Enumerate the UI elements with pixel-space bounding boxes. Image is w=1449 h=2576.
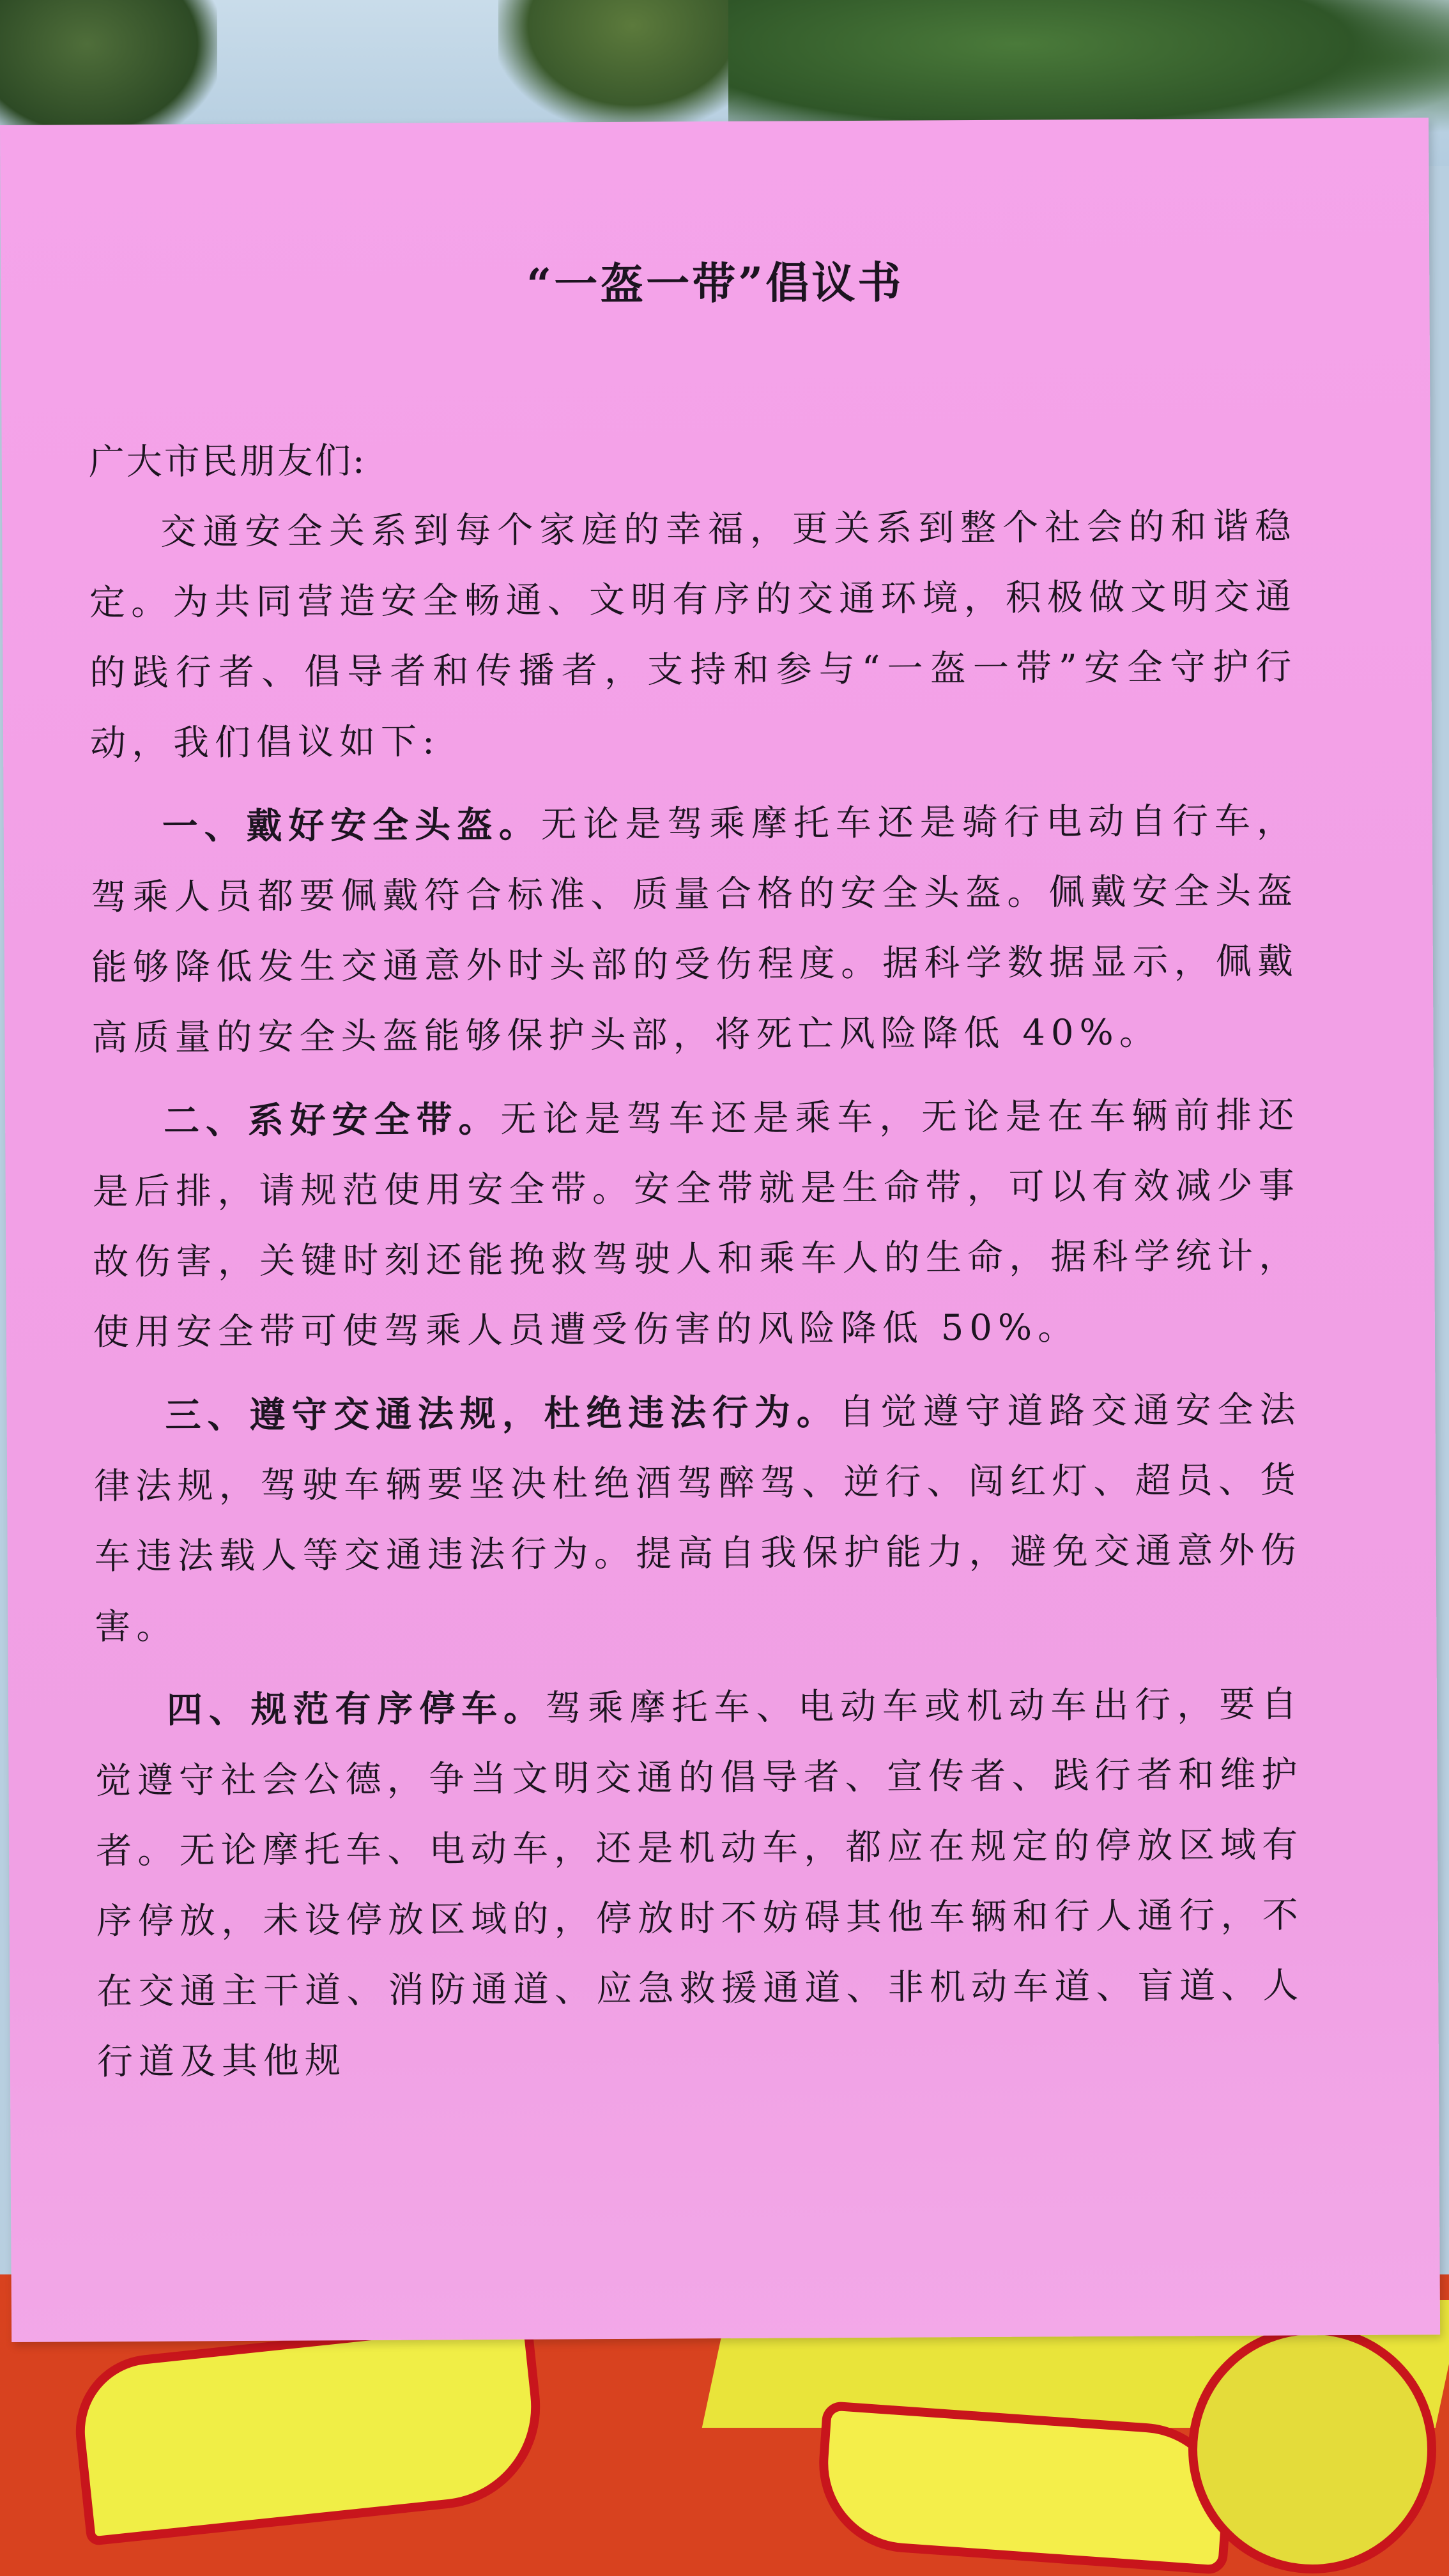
background-trees-middle	[498, 0, 767, 128]
intro-paragraph	[89, 491, 1298, 779]
proposal-sheet	[0, 118, 1440, 2342]
intro-text: 交通安全关系到每个家庭的幸福，更关系到整个社会的和谐稳定。为共同营造安全畅通、文明有序的交通环境，积极做文明交通的践行者、倡导者和传播者，支持和参与“一盔一带”安全守护行动，我们倡议如下:	[89, 505, 1298, 765]
item-paragraph-4	[95, 1669, 1305, 2097]
item-heading-helmet: 一、戴好安全头盔。	[162, 803, 541, 848]
document-body	[89, 491, 1305, 2110]
item-heading-parking: 四、规范有序停车。	[166, 1687, 546, 1731]
item-paragraph-3	[93, 1374, 1302, 1662]
item-paragraph-2	[92, 1080, 1301, 1368]
item-text-helmet: 无论是驾乘摩托车还是骑行电动自行车，驾乘人员都要佩戴符合标准、质量合格的安全头盔。佩戴安全头盔能够降低发生交通意外时头部的受伤程度。据科学数据显示，佩戴高质量的安全头盔能够保护头部，将死亡风险降低 40%。	[91, 800, 1300, 1059]
item-text-seatbelt: 无论是驾车还是乘车，无论是在车辆前排还是后排，请规范使用安全带。安全带就是生命带，可以有效减少事故伤害，关键时刻还能挽救驾驶人和乘车人的生命，据科学统计，使用安全带可使驾乘人员遭受伤害的风险降低 50%。	[92, 1094, 1301, 1354]
item-heading-traffic-laws: 三、遵守交通法规，杜绝违法行为。	[165, 1391, 839, 1437]
item-heading-seatbelt: 二、系好安全带。	[163, 1098, 501, 1142]
item-paragraph-1	[90, 785, 1299, 1073]
item-text-parking: 驾乘摩托车、电动车或机动车出行，要自觉遵守社会公德，争当文明交通的倡导者、宣传者、践行者和维护者。无论摩托车、电动车，还是机动车，都应在规定的停放区域有序停放，未设停放区域的，停放时不妨碍其他车辆和行人通行，不在交通主干道、消防通道、应急救援通道、非机动车道、盲道、人行道及其他规	[95, 1683, 1305, 2083]
greeting-line: 广大市民朋友们:	[88, 440, 367, 484]
item-text-traffic-laws: 自觉遵守道路交通安全法律法规，驾驶车辆要坚决杜绝酒驾醉驾、逆行、闯红灯、超员、货车违法载人等交通违法行为。提高自我保护能力，避免交通意外伤害。	[93, 1389, 1302, 1648]
document-title: “一盔一带”倡议书	[526, 257, 904, 310]
background-banner-shape	[1188, 2326, 1436, 2573]
